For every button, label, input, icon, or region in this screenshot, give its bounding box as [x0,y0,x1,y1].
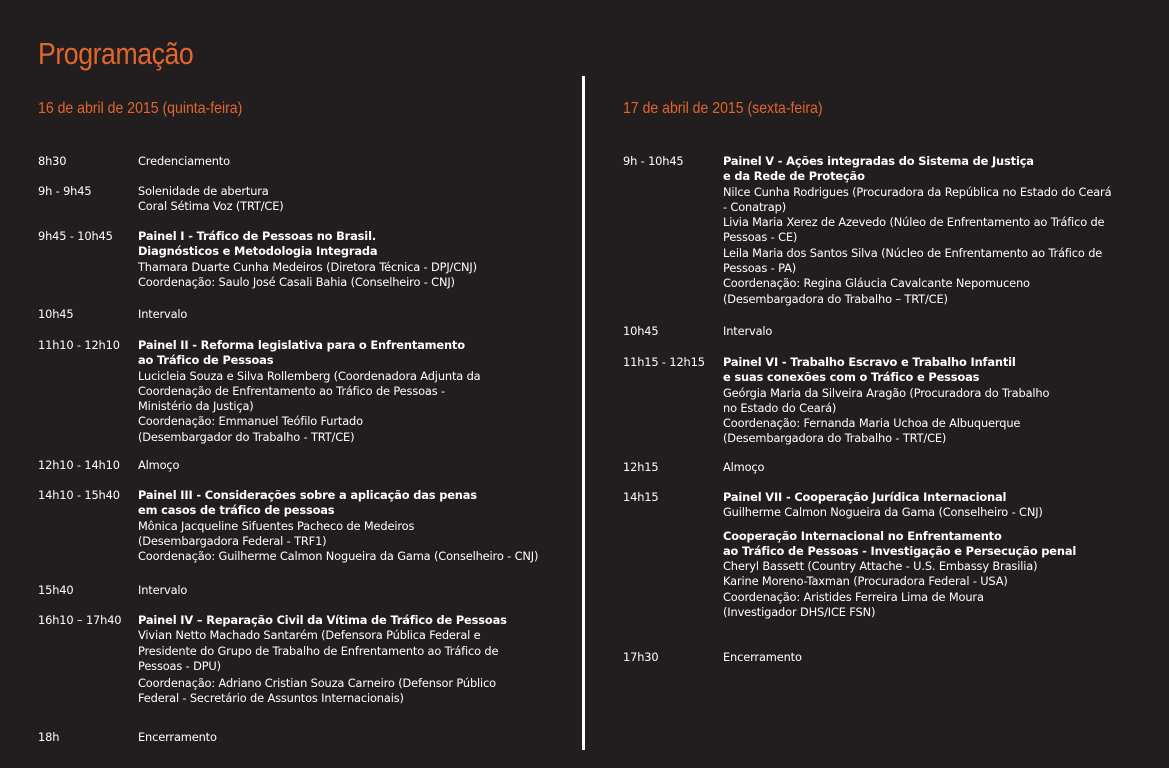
entry-line: Almoço [723,460,765,474]
entry-line: Almoço [138,458,180,472]
schedule-entry [38,730,568,745]
entry-line: Intervalo [723,324,773,338]
entry-time: 18h [38,730,60,744]
entry-line: (Desembargadora Federal - TRF1) [138,533,327,548]
entry-line: Pessoas - DPU) [138,658,221,673]
session-title: ao Tráfico de Pessoas - Investigação e Persecução penal [723,543,1077,558]
entry-line: Coordenação de Enfrentamento ao Tráfico de Pessoas - [138,383,445,398]
entry-line: Karine Moreno-Taxman (Procuradora Federal - USA) [723,574,1008,589]
session-title: Painel VII - Cooperação Jurídica Internacional [723,490,1007,504]
entry-time: 9h - 9h45 [38,184,92,198]
session-title: Painel III - Considerações sobre a aplicação das penas [138,488,477,502]
entry-line: Coral Sétima Voz (TRT/CE) [138,199,284,214]
schedule-entry [623,324,1153,339]
entry-time: 11h10 - 12h10 [38,338,120,352]
day2-column [623,100,1153,664]
session-title: Cooperação Internacional no Enfrentamento [723,528,1002,543]
entry-time: 10h45 [38,307,74,321]
entry-line: Nilce Cunha Rodrigues (Procuradora da República no Estado do Ceará [723,184,1112,199]
entry-details [138,307,568,322]
entry-time: 16h10 – 17h40 [38,613,122,627]
schedule-entry [38,613,568,707]
session-title: Painel VI - Trabalho Escravo e Trabalho Infantil [723,355,1016,369]
day2-date: 17 de abril de 2015 (sexta-feira) [623,100,823,117]
session-title: ao Tráfico de Pessoas [138,353,274,368]
schedule-entry [623,355,1153,447]
column-divider [582,76,585,750]
entry-line: Pessoas - PA) [723,261,797,276]
entry-time: 12h15 [623,460,659,474]
session-title: Painel II - Reforma legislativa para o Enfrentamento [138,338,465,352]
entry-details [138,488,568,564]
entry-time: 15h40 [38,583,74,597]
entry-line: - Conatrap) [723,199,787,214]
entry-details [138,730,568,745]
entry-line: Intervalo [138,583,188,597]
day1-column [38,100,568,744]
entry-time: 14h15 [623,490,659,504]
session-title: e suas conexões com o Tráfico e Pessoas [723,370,980,385]
entry-line: Geórgia Maria da Silveira Aragão (Procuradora do Trabalho [723,385,1050,400]
entry-time: 10h45 [623,324,659,338]
entry-details [723,460,1153,475]
entry-line [723,521,1153,529]
entry-details [138,458,568,473]
schedule-entry [38,338,568,445]
entry-time: 8h30 [38,154,67,168]
session-title: Painel V - Ações integradas do Sistema de Justiça [723,154,1034,168]
entry-details [723,650,1153,665]
session-title: Painel IV – Reparação Civil da Vítima de Tráfico de Pessoas [138,613,507,627]
entry-details [138,338,568,445]
entry-line: Coordenação: Regina Gláucia Cavalcante Nepomuceno [723,276,1030,291]
entry-line: (Investigador DHS/ICE FSN) [723,605,876,620]
entry-line: Encerramento [138,730,217,744]
entry-line: Coordenação: Adriano Cristian Souza Carneiro (Defensor Público [138,676,497,691]
schedule-entry [38,458,568,473]
entry-line: (Desembargadora do Trabalho – TRT/CE) [723,291,948,306]
schedule-entry [623,650,1153,665]
schedule-entry [38,229,568,290]
entry-line: Vivian Netto Machado Santarém (Defensora Pública Federal e [138,628,481,643]
entry-time: 9h - 10h45 [623,154,684,168]
entry-line: (Desembargador do Trabalho - TRT/CE) [138,429,355,444]
schedule-entry [38,583,568,598]
day1-date: 16 de abril de 2015 (quinta-feira) [38,100,243,117]
entry-details [138,583,568,598]
entry-line: Cheryl Bassett (Country Attache - U.S. Embassy Brasilia) [723,559,1038,574]
entry-details [138,229,568,290]
entry-line: Solenidade de abertura [138,184,269,198]
entry-line: Coordenação: Aristides Ferreira Lima de Moura [723,589,984,604]
schedule-entry [623,460,1153,475]
schedule-entry [623,490,1153,620]
schedule-entry [38,154,568,169]
entry-line: Credenciamento [138,154,230,168]
entry-line: Thamara Duarte Cunha Medeiros (Diretora Técnica - DPJ/CNJ) [138,259,477,274]
entry-line: Mônica Jacqueline Sifuentes Pacheco de Medeiros [138,518,415,533]
entry-time: 11h15 - 12h15 [623,355,705,369]
schedule-entry [38,184,568,215]
entry-line: (Desembargadora do Trabalho - TRT/CE) [723,431,947,446]
entry-line: Federal - Secretário de Assuntos Internacionais) [138,691,404,706]
entry-line: Pessoas - CE) [723,230,798,245]
session-title: Diagnósticos e Metodologia Integrada [138,244,378,259]
schedule-entry [623,154,1153,307]
session-title: em casos de tráfico de pessoas [138,503,335,518]
entry-line: Coordenação: Saulo José Casali Bahia (Conselheiro - CNJ) [138,274,455,289]
entry-line: no Estado do Ceará) [723,400,837,415]
schedule-entry [38,488,568,564]
entry-line: Lucicleia Souza e Silva Rollemberg (Coordenadora Adjunta da [138,368,481,383]
session-title: e da Rede de Proteção [723,169,865,184]
entry-line: Leila Maria dos Santos Silva (Núcleo de Enfrentamento ao Tráfico de [723,245,1103,260]
entry-line: Coordenação: Emmanuel Teófilo Furtado [138,414,363,429]
entry-line: Encerramento [723,650,802,664]
entry-time: 12h10 - 14h10 [38,458,120,472]
entry-line: Intervalo [138,307,188,321]
entry-details [723,490,1153,620]
session-title: Painel I - Tráfico de Pessoas no Brasil. [138,229,376,243]
entry-line: Coordenação: Fernanda Maria Uchoa de Albuquerque [723,416,1021,431]
entry-line: Coordenação: Guilherme Calmon Nogueira da Gama (Conselheiro - CNJ) [138,549,539,564]
entry-line: Guilherme Calmon Nogueira da Gama (Conselheiro - CNJ) [723,505,1043,520]
entry-details [138,154,568,169]
entry-line: Livia Maria Xerez de Azevedo (Núleo de Enfrentamento ao Tráfico de [723,215,1105,230]
entry-time: 14h10 - 15h40 [38,488,120,502]
entry-details [723,154,1153,307]
entry-details [723,355,1153,447]
entry-details [138,613,568,707]
page-title: Programação [38,36,194,71]
entry-time: 17h30 [623,650,659,664]
entry-details [138,184,568,215]
schedule-entry [38,307,568,322]
entry-time: 9h45 - 10h45 [38,229,113,243]
entry-line: Presidente do Grupo de Trabalho de Enfrentamento ao Tráfico de [138,643,499,658]
entry-line: Ministério da Justiça) [138,399,254,414]
entry-details [723,324,1153,339]
